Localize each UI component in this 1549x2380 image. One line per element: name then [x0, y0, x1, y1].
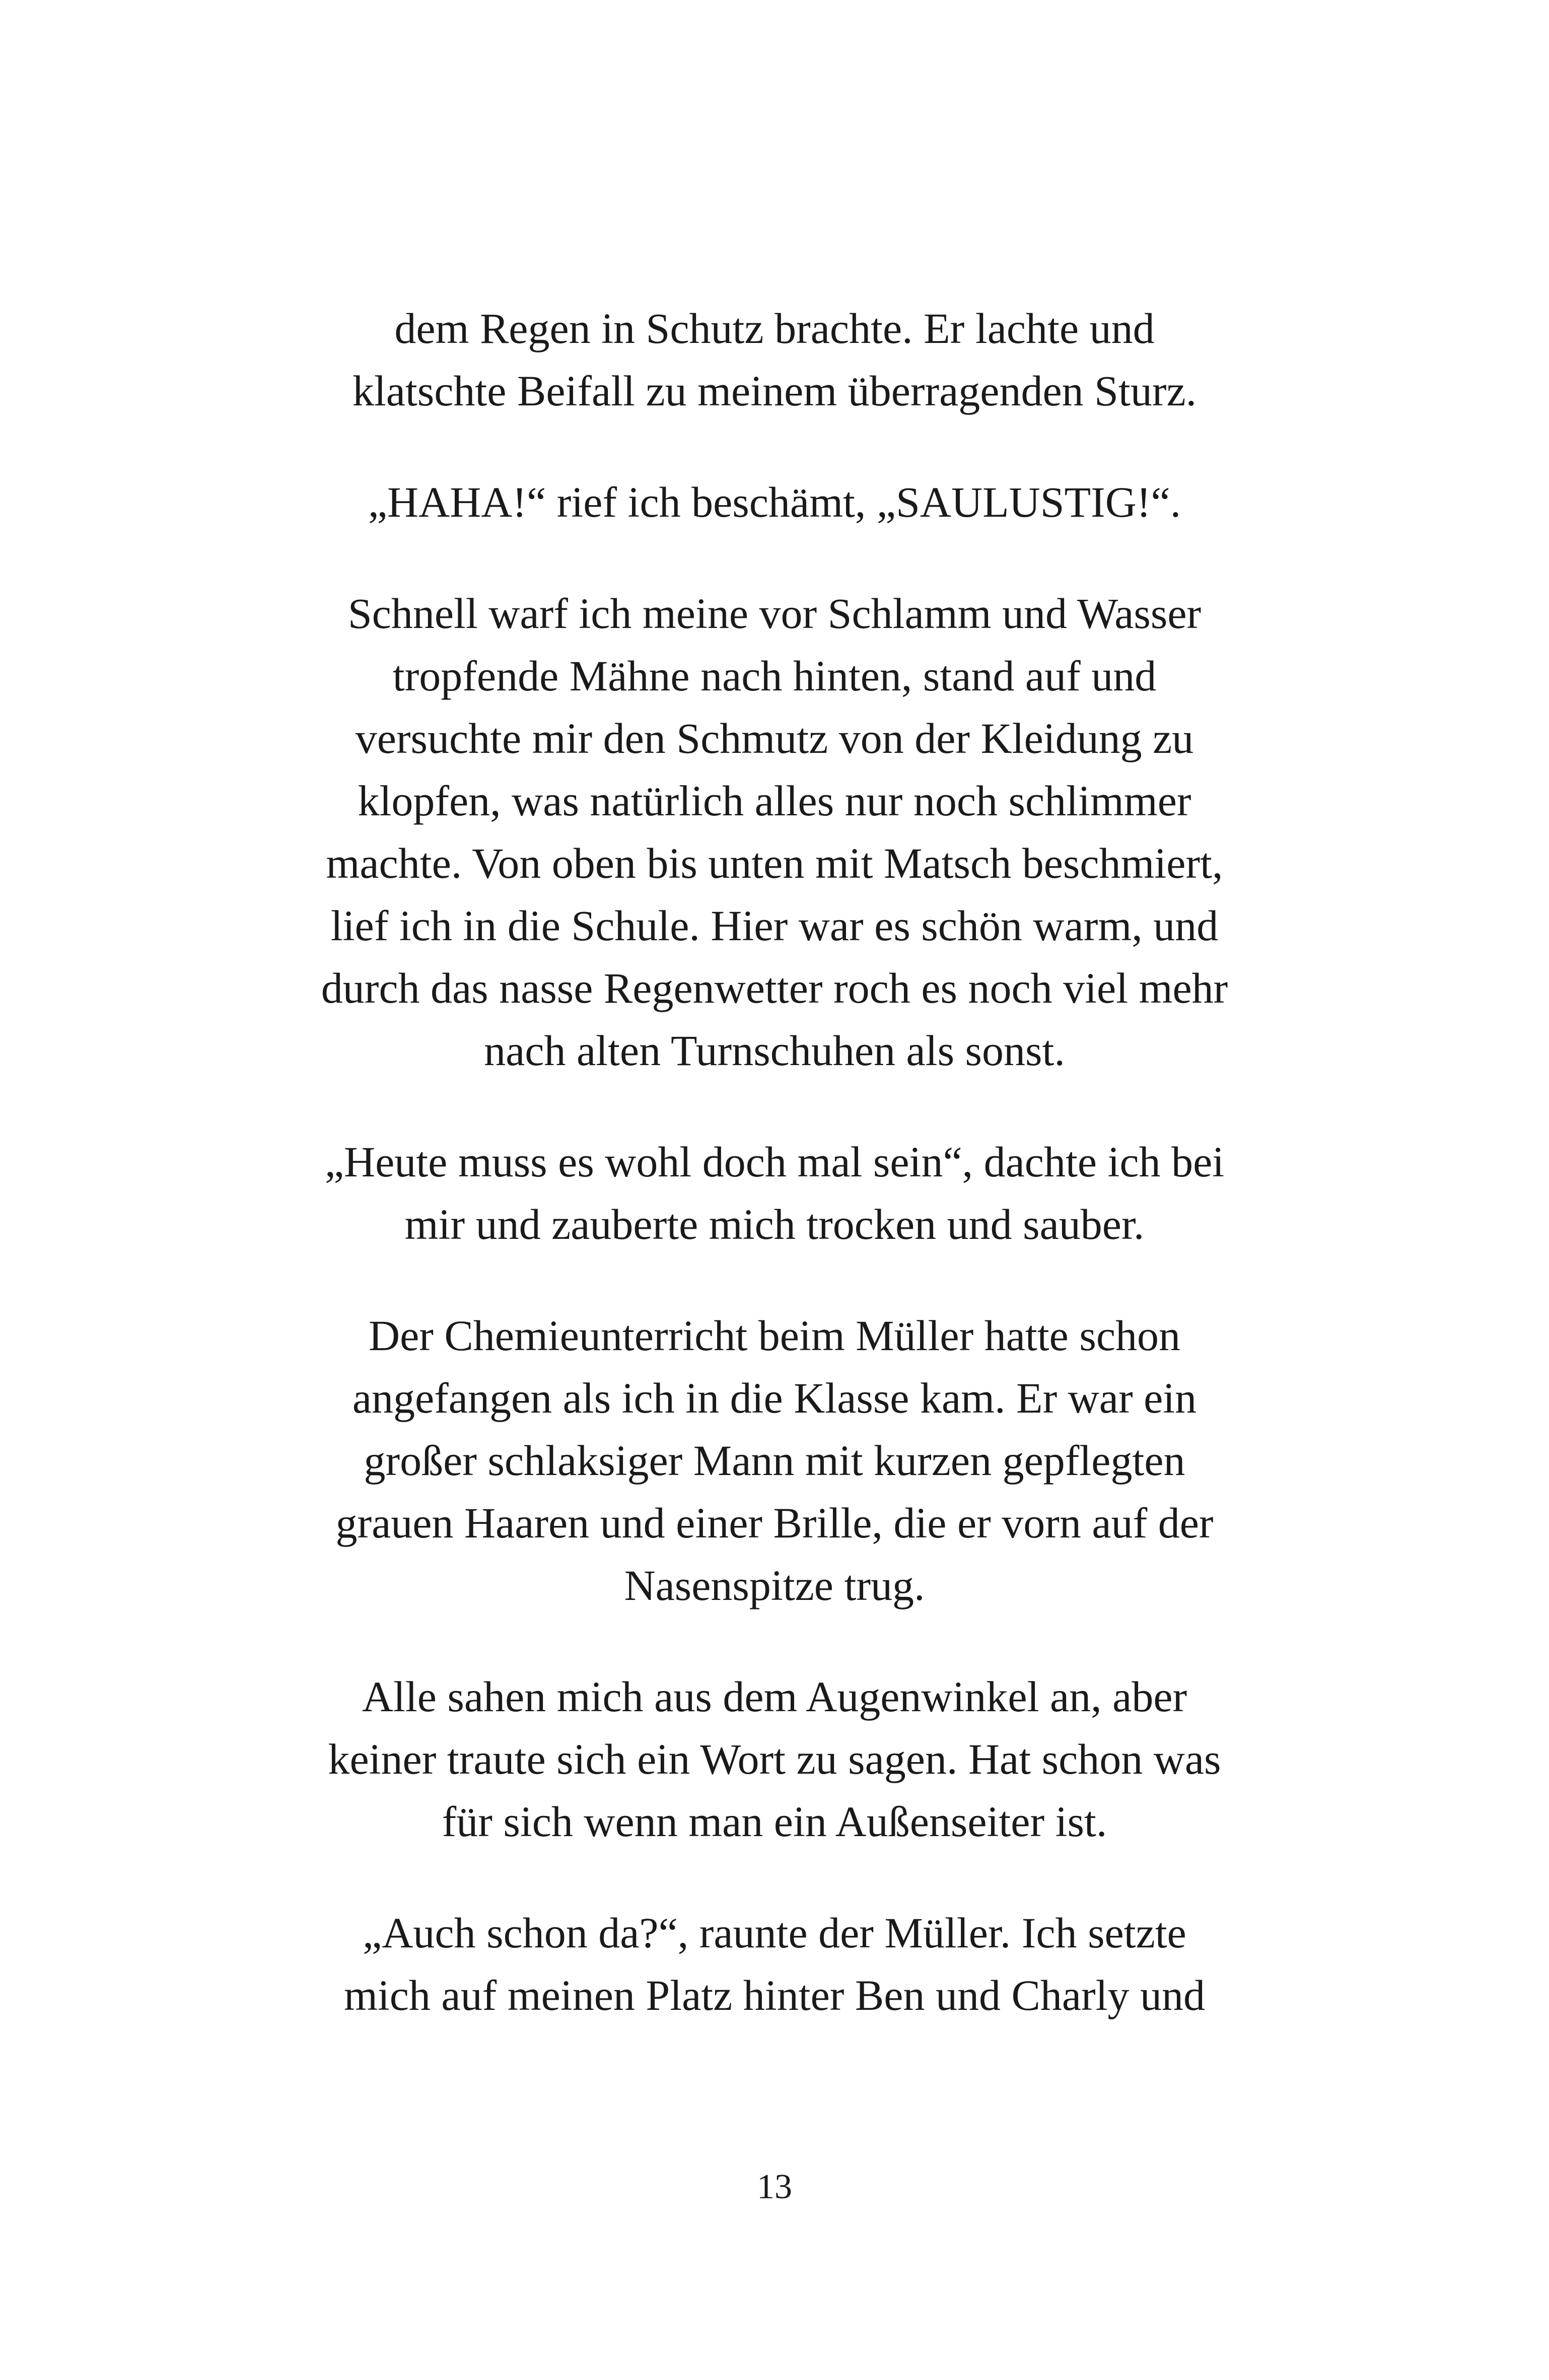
text-line: dem Regen in Schutz brachte. Er lachte und: [394, 304, 1155, 353]
text-line: Alle sahen mich aus dem Augenwinkel an, aber: [362, 1672, 1187, 1721]
text-line: versuchte mir den Schmutz von der Kleidung zu: [355, 714, 1194, 762]
text-line: „Heute muss es wohl doch mal sein“, dachte ich bei: [324, 1138, 1225, 1186]
text-line: mich auf meinen Platz hinter Ben und Charly und: [343, 1971, 1206, 2019]
text-line: „HAHA!“ rief ich beschämt, „SAULUSTIG!“.: [368, 478, 1181, 526]
paragraph-4: [237, 1131, 1312, 1255]
text-line: keiner traute sich ein Wort zu sagen. Hat schon was: [328, 1735, 1221, 1783]
text-line: Der Chemieunterricht beim Müller hatte schon: [369, 1311, 1180, 1360]
text-line: für sich wenn man ein Außenseiter ist.: [442, 1797, 1107, 1846]
paragraph-6: [237, 1665, 1312, 1853]
body-text: [237, 297, 1312, 2075]
page-number: 13: [757, 2167, 792, 2206]
text-line: lief ich in die Schule. Hier war es schön warm, und: [330, 901, 1219, 950]
text-line: grauen Haaren und einer Brille, die er vorn auf der: [335, 1499, 1214, 1547]
text-line: großer schlaksiger Mann mit kurzen gepflegten: [364, 1436, 1185, 1485]
text-line: angefangen als ich in die Klasse kam. Er war ein: [352, 1374, 1197, 1422]
text-line: „Auch schon da?“, raunte der Müller. Ich setzte: [363, 1909, 1186, 1957]
text-line: klatschte Beifall zu meinem überragenden Sturz.: [352, 367, 1197, 415]
text-line: Nasenspitze trug.: [624, 1561, 925, 1609]
text-line: mir und zauberte mich trocken und sauber.: [404, 1200, 1145, 1248]
text-line: nach alten Turnschuhen als sonst.: [484, 1026, 1065, 1075]
paragraph-1: [237, 297, 1312, 422]
text-line: machte. Von oben bis unten mit Matsch beschmiert,: [326, 839, 1223, 887]
text-line: klopfen, was natürlich alles nur noch schlimmer: [358, 777, 1191, 825]
text-line: Schnell warf ich meine vor Schlamm und Wasser: [347, 589, 1202, 638]
paragraph-3: [237, 582, 1312, 1082]
paragraph-2: [237, 471, 1312, 533]
paragraph-5: [237, 1304, 1312, 1617]
text-line: durch das nasse Regenwetter roch es noch viel mehr: [321, 964, 1228, 1012]
paragraph-7: [237, 1902, 1312, 2026]
text-line: tropfende Mähne nach hinten, stand auf und: [392, 652, 1157, 700]
